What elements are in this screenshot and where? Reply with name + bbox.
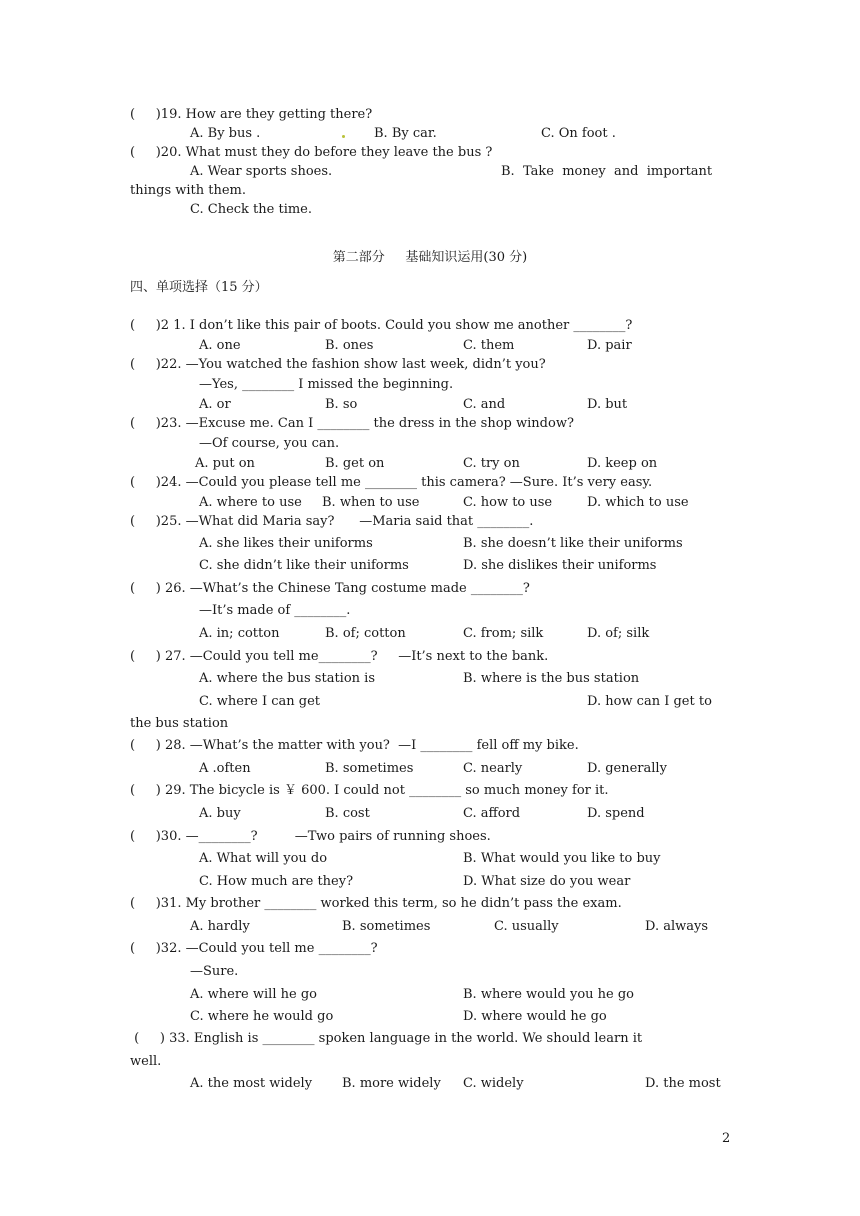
- question-25-option-b: B. she doesn’t like their uniforms: [463, 536, 683, 551]
- question-26-reply: —It’s made of ________.: [199, 603, 351, 618]
- question-27-option-d-continued: the bus station: [130, 716, 229, 731]
- question-20-stem: ( )20. What must they do before they leave the bus ?: [130, 145, 493, 160]
- part-two-title: 第二部分 基础知识运用(30 分): [332, 250, 528, 265]
- question-33-option-b: B. more widely: [342, 1076, 441, 1091]
- question-29-option-b: B. cost: [325, 806, 370, 821]
- question-31-option-c: C. usually: [494, 919, 559, 934]
- question-24-option-a: A. where to use: [199, 495, 302, 510]
- question-26-option-c: C. from; silk: [463, 626, 544, 641]
- question-24-option-d: D. which to use: [587, 495, 689, 510]
- question-25-option-d: D. she dislikes their uniforms: [463, 558, 657, 573]
- question-24-option-b: B. when to use: [322, 495, 420, 510]
- question-25-stem: ( )25. —What did Maria say? —Maria said that ________.: [130, 514, 534, 529]
- question-23-option-c: C. try on: [463, 456, 520, 471]
- question-29-option-c: C. afford: [463, 806, 521, 821]
- question-23-reply: —Of course, you can.: [199, 436, 340, 451]
- question-32-option-b: B. where would you he go: [463, 987, 635, 1002]
- question-20-option-b-continued: things with them.: [130, 183, 247, 198]
- question-21-option-a: A. one: [199, 338, 241, 353]
- question-30-option-d: D. What size do you wear: [463, 874, 631, 889]
- question-22-reply: —Yes, ________ I missed the beginning.: [199, 377, 454, 392]
- question-22-option-c: C. and: [463, 397, 506, 412]
- question-28-option-a: A .often: [199, 761, 251, 776]
- question-26-option-b: B. of; cotton: [325, 626, 406, 641]
- question-26-option-d: D. of; silk: [587, 626, 650, 641]
- question-31-option-d: D. always: [645, 919, 709, 934]
- question-32-option-a: A. where will he go: [190, 987, 317, 1002]
- question-19-option-b: B. By car.: [374, 126, 437, 141]
- question-20-option-c: C. Check the time.: [190, 202, 313, 217]
- question-23-stem: ( )23. —Excuse me. Can I ________ the dress in the shop window?: [130, 416, 574, 431]
- page-number: 2: [722, 1131, 731, 1146]
- question-32-option-d: D. where would he go: [463, 1009, 607, 1024]
- question-23-option-a: A. put on: [195, 456, 255, 471]
- question-22-option-d: D. but: [587, 397, 628, 412]
- question-19-option-a: A. By bus .: [190, 126, 261, 141]
- question-20-option-a: A. Wear sports shoes.: [190, 164, 333, 179]
- question-23-option-b: B. get on: [325, 456, 385, 471]
- question-27-option-d: D. how can I get to: [587, 694, 712, 709]
- section-four-title: 四、单项选择（15 分）: [130, 280, 268, 295]
- question-31-option-a: A. hardly: [190, 919, 250, 934]
- question-32-option-c: C. where he would go: [190, 1009, 334, 1024]
- question-26-option-a: A. in; cotton: [199, 626, 280, 641]
- question-30-option-c: C. How much are they?: [199, 874, 354, 889]
- question-30-option-b: B. What would you like to buy: [463, 851, 661, 866]
- question-22-option-a: A. or: [199, 397, 231, 412]
- question-29-stem: ( ) 29. The bicycle is ￥ 600. I could not ________ so much money for it.: [130, 783, 609, 798]
- question-21-option-c: C. them: [463, 338, 515, 353]
- question-32-reply: —Sure.: [190, 964, 239, 979]
- question-33-stem-continued: well.: [130, 1054, 162, 1069]
- question-21-option-b: B. ones: [325, 338, 374, 353]
- question-20-option-b: B. Take money and important: [501, 164, 713, 179]
- question-29-option-d: D. spend: [587, 806, 645, 821]
- question-26-stem: ( ) 26. —What’s the Chinese Tang costume made ________?: [130, 581, 530, 596]
- question-33-option-d: D. the most: [645, 1076, 721, 1091]
- question-25-option-c: C. she didn’t like their uniforms: [199, 558, 409, 573]
- question-31-option-b: B. sometimes: [342, 919, 431, 934]
- question-19-option-c: C. On foot .: [541, 126, 616, 141]
- question-25-option-a: A. she likes their uniforms: [199, 536, 373, 551]
- question-33-option-a: A. the most widely: [190, 1076, 313, 1091]
- question-30-option-a: A. What will you do: [199, 851, 328, 866]
- question-22-stem: ( )22. —You watched the fashion show last week, didn’t you?: [130, 357, 546, 372]
- question-27-option-a: A. where the bus station is: [199, 671, 375, 686]
- question-28-option-d: D. generally: [587, 761, 667, 776]
- question-28-option-b: B. sometimes: [325, 761, 414, 776]
- question-21-option-d: D. pair: [587, 338, 632, 353]
- question-24-stem: ( )24. —Could you please tell me ________ this camera? —Sure. It’s very easy.: [130, 475, 653, 490]
- speck-mark: [342, 135, 345, 138]
- question-28-stem: ( ) 28. —What’s the matter with you? —I ________ fell off my bike.: [130, 738, 579, 753]
- question-29-option-a: A. buy: [199, 806, 241, 821]
- question-33-option-c: C. widely: [463, 1076, 524, 1091]
- question-21-stem: ( )2 1. I don’t like this pair of boots. Could you show me another ________?: [130, 318, 633, 333]
- question-33-stem: ( ) 33. English is ________ spoken language in the world. We should learn it: [130, 1031, 643, 1046]
- question-27-stem: ( ) 27. —Could you tell me________? —It’s next to the bank.: [130, 649, 549, 664]
- question-32-stem: ( )32. —Could you tell me ________?: [130, 941, 378, 956]
- question-30-stem: ( )30. —________? —Two pairs of running shoes.: [130, 829, 491, 844]
- question-22-option-b: B. so: [325, 397, 358, 412]
- question-19-stem: ( )19. How are they getting there?: [130, 107, 373, 122]
- question-28-option-c: C. nearly: [463, 761, 523, 776]
- question-31-stem: ( )31. My brother ________ worked this term, so he didn’t pass the exam.: [130, 896, 622, 911]
- question-27-option-c: C. where I can get: [199, 694, 321, 709]
- question-24-option-c: C. how to use: [463, 495, 553, 510]
- question-27-option-b: B. where is the bus station: [463, 671, 640, 686]
- question-23-option-d: D. keep on: [587, 456, 658, 471]
